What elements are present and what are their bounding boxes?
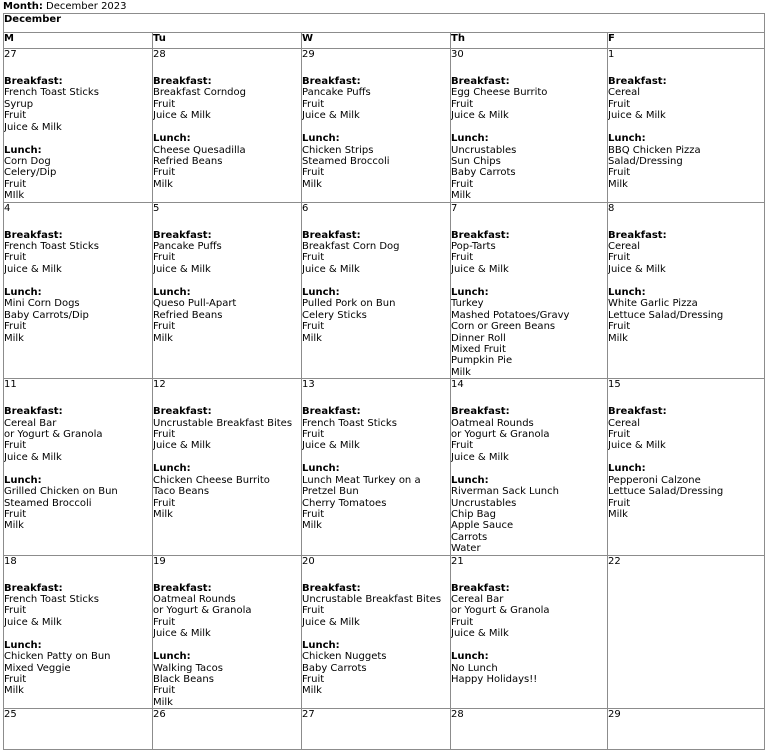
breakfast-item: Cereal (608, 417, 641, 429)
lunch-item: Chicken Nuggets (302, 651, 387, 663)
day-number: 1 (608, 49, 615, 60)
section-gap (4, 463, 152, 475)
lunch-item: Chicken Cheese Burrito (153, 474, 270, 486)
lunch-item: Celery Sticks (302, 309, 367, 321)
breakfast-label: Breakfast: (451, 76, 510, 87)
lunch-item: Turkey (451, 298, 484, 310)
lunch-item: Celery/Dip (4, 167, 57, 179)
day-number: 5 (153, 202, 160, 214)
day-cell (4, 49, 153, 203)
lunch-label: Lunch: (4, 144, 42, 156)
section-gap (451, 275, 607, 287)
lunch-item: Water (451, 543, 481, 555)
lunch-item: Mashed Potatoes/Gravy (451, 309, 570, 321)
lunch-label: Lunch: (153, 133, 191, 145)
lunch-item: Uncrustables (451, 497, 517, 509)
lunch-item: Fruit (4, 178, 27, 190)
day-number: 27 (302, 709, 315, 721)
day-cell (153, 203, 302, 379)
lunch-label: Lunch: (451, 474, 489, 486)
lunch-item: Cheese Quesadilla (153, 144, 246, 156)
week-row (4, 379, 765, 555)
lunch-item: Refried Beans (153, 156, 223, 168)
day-number: 29 (608, 709, 621, 721)
day-cell (608, 379, 765, 555)
lunch-item: Chicken Patty on Bun (4, 651, 111, 663)
section-gap (302, 275, 450, 287)
weekday-header: Tu (153, 33, 302, 49)
lunch-label: Lunch: (302, 286, 340, 298)
breakfast-item: Fruit (153, 428, 176, 440)
breakfast-item: Juice & Milk (302, 616, 360, 628)
lunch-item: Milk (4, 520, 24, 532)
day-number: 28 (451, 709, 464, 721)
day-number: 27 (4, 49, 17, 60)
day-number: 4 (4, 202, 11, 214)
breakfast-label: Breakfast: (451, 229, 510, 241)
month-label: Month: (3, 1, 43, 12)
lunch-item: Lettuce Salad/Dressing (608, 309, 724, 321)
lunch-item: Baby Carrots/Dip (4, 309, 89, 321)
lunch-item: Chip Bag (451, 508, 496, 520)
breakfast-item: Oatmeal Rounds (451, 417, 534, 429)
lunch-item: Fruit (302, 674, 325, 686)
breakfast-item: or Yogurt & Granola (153, 605, 252, 617)
section-gap (4, 133, 152, 145)
lunch-item: White Garlic Pizza (608, 298, 698, 310)
lunch-item: Fruit (153, 321, 176, 333)
lunch-item: Corn Dog (4, 156, 51, 168)
lunch-item: Lettuce Salad/Dressing (608, 486, 724, 498)
day-cell (302, 556, 451, 710)
day-cell (4, 556, 153, 710)
lunch-item: Fruit (153, 685, 176, 697)
lunch-item: Fruit (608, 497, 631, 509)
lunch-item: Grilled Chicken on Bun (4, 486, 118, 498)
lunch-item: Milk (302, 178, 322, 190)
lunch-label: Lunch: (302, 463, 340, 475)
breakfast-label: Breakfast: (153, 406, 212, 418)
breakfast-item: Fruit (451, 252, 474, 264)
day-cell (302, 49, 451, 203)
breakfast-item: or Yogurt & Granola (451, 428, 550, 440)
breakfast-item: French Toast Sticks (4, 87, 99, 99)
section-gap (153, 640, 301, 652)
day-cell (451, 203, 608, 379)
breakfast-item: Juice & Milk (153, 628, 211, 640)
lunch-item: Apple Sauce (451, 520, 514, 532)
week-row (4, 709, 765, 750)
lunch-item: Queso Pull-Apart (153, 298, 237, 310)
lunch-item: Milk (153, 508, 173, 520)
lunch-item: No Lunch (451, 662, 498, 674)
breakfast-item: or Yogurt & Granola (451, 605, 550, 617)
week-row (4, 556, 765, 710)
breakfast-item: Fruit (4, 605, 27, 617)
section-gap (153, 452, 301, 464)
lunch-item: Uncrustables (451, 144, 517, 156)
breakfast-label: Breakfast: (608, 406, 667, 418)
lunch-item: Pepperoni Calzone (608, 474, 701, 486)
lunch-item: Milk (302, 685, 322, 697)
lunch-item: MIlk (4, 190, 25, 202)
lunch-label: Lunch: (451, 133, 489, 145)
breakfast-item: Juice & Milk (153, 440, 211, 452)
day-number: 19 (153, 555, 166, 567)
breakfast-item: Juice & Milk (4, 121, 62, 133)
day-number: 25 (4, 709, 17, 721)
lunch-item: Happy Holidays!! (451, 674, 538, 686)
breakfast-item: Fruit (302, 428, 325, 440)
day-number: 20 (302, 555, 315, 567)
breakfast-item: Juice & Milk (608, 440, 666, 452)
day-number: 21 (451, 555, 464, 567)
breakfast-item: Fruit (302, 98, 325, 110)
weekday-header-row (4, 33, 765, 49)
lunch-label: Lunch: (153, 463, 191, 475)
breakfast-label: Breakfast: (4, 229, 63, 241)
calendar-body (4, 49, 765, 750)
lunch-item: Black Beans (153, 674, 214, 686)
day-cell (153, 709, 302, 750)
lunch-item: Baby Carrots (451, 167, 516, 179)
day-number: 11 (4, 379, 17, 391)
breakfast-item: Fruit (153, 616, 176, 628)
breakfast-item: Juice & Milk (4, 451, 62, 463)
day-cell (302, 379, 451, 555)
breakfast-label: Breakfast: (302, 582, 361, 594)
day-cell (302, 203, 451, 379)
lunch-item: BBQ Chicken Pizza (608, 144, 701, 156)
day-number: 6 (302, 202, 309, 214)
menu-calendar (3, 13, 765, 750)
breakfast-label: Breakfast: (153, 76, 212, 87)
breakfast-item: Fruit (302, 252, 325, 264)
lunch-item: Dinner Roll (451, 332, 506, 344)
week-row (4, 49, 765, 203)
breakfast-item: Fruit (4, 440, 27, 452)
lunch-label: Lunch: (451, 286, 489, 298)
breakfast-item: Fruit (153, 98, 176, 110)
breakfast-item: Oatmeal Rounds (153, 594, 236, 605)
weekday-header: Th (451, 33, 608, 49)
breakfast-label: Breakfast: (4, 406, 63, 418)
lunch-item: Carrots (451, 531, 488, 543)
lunch-item: Refried Beans (153, 309, 223, 321)
lunch-item: Milk (608, 508, 628, 520)
day-number: 14 (451, 379, 464, 391)
breakfast-item: Cereal (608, 241, 641, 253)
breakfast-item: Fruit (153, 252, 176, 264)
section-gap (608, 452, 764, 464)
breakfast-item: or Yogurt & Granola (4, 428, 103, 440)
breakfast-item: Fruit (608, 428, 631, 440)
breakfast-item: Fruit (451, 440, 474, 452)
breakfast-item: Juice & Milk (4, 616, 62, 628)
section-gap (608, 122, 764, 134)
lunch-label: Lunch: (302, 133, 340, 145)
lunch-item: Mixed Fruit (451, 343, 506, 355)
lunch-item: Sun Chips (451, 156, 501, 168)
lunch-item: Steamed Broccoli (302, 156, 390, 168)
day-cell (608, 709, 765, 750)
breakfast-label: Breakfast: (302, 229, 361, 241)
breakfast-label: Breakfast: (153, 229, 212, 241)
day-number: 30 (451, 49, 464, 60)
lunch-item: Pumpkin Pie (451, 355, 513, 367)
section-gap (153, 275, 301, 287)
day-cell (608, 49, 765, 203)
day-cell (153, 379, 302, 555)
day-cell (4, 203, 153, 379)
breakfast-item: Cereal (608, 87, 641, 99)
lunch-item: Milk (4, 685, 24, 697)
breakfast-item: Juice & Milk (451, 451, 509, 463)
week-row (4, 203, 765, 379)
lunch-item: Walking Tacos (153, 662, 223, 674)
lunch-item: Mini Corn Dogs (4, 298, 80, 310)
section-gap (302, 628, 450, 640)
breakfast-item: Fruit (4, 252, 27, 264)
breakfast-label: Breakfast: (451, 406, 510, 418)
day-number: 15 (608, 379, 621, 391)
lunch-item: Milk (153, 696, 173, 708)
day-number: 12 (153, 379, 166, 391)
day-cell (608, 556, 765, 710)
month-value: December 2023 (46, 1, 127, 12)
lunch-item: Fruit (451, 178, 474, 190)
lunch-item: Chicken Strips (302, 144, 374, 156)
day-cell (608, 203, 765, 379)
lunch-label: Lunch: (153, 651, 191, 663)
lunch-item: Fruit (4, 674, 27, 686)
section-gap (153, 122, 301, 134)
weekday-header: W (302, 33, 451, 49)
lunch-item: Taco Beans (153, 486, 210, 498)
lunch-item: Milk (608, 332, 628, 344)
day-number: 18 (4, 555, 17, 567)
breakfast-item: Fruit (302, 605, 325, 617)
day-number: 22 (608, 555, 621, 567)
day-cell (4, 709, 153, 750)
lunch-label: Lunch: (4, 474, 42, 486)
section-gap (608, 275, 764, 287)
breakfast-item: Juice & Milk (153, 110, 211, 122)
lunch-item: Fruit (608, 167, 631, 179)
breakfast-item: Breakfast Corndog (153, 87, 246, 99)
breakfast-label: Breakfast: (302, 76, 361, 87)
lunch-item: Milk (4, 332, 24, 344)
breakfast-item: Uncrustable Breakfast Bites (153, 417, 293, 429)
lunch-item: Riverman Sack Lunch (451, 486, 559, 498)
day-number: 8 (608, 202, 615, 214)
day-cell (451, 556, 608, 710)
section-gap (302, 452, 450, 464)
breakfast-item: Pancake Puffs (153, 241, 222, 253)
section-gap (4, 628, 152, 640)
day-cell (153, 556, 302, 710)
lunch-label: Lunch: (4, 286, 42, 298)
day-number: 29 (302, 49, 315, 60)
lunch-item: Lunch Meat Turkey on a (302, 474, 421, 486)
breakfast-item: Egg Cheese Burrito (451, 87, 548, 99)
weekday-header: F (608, 33, 765, 49)
breakfast-label: Breakfast: (4, 582, 63, 594)
weekday-header: M (4, 33, 153, 49)
lunch-label: Lunch: (608, 286, 646, 298)
breakfast-item: French Toast Sticks (4, 594, 99, 605)
day-cell (302, 709, 451, 750)
breakfast-item: Fruit (608, 98, 631, 110)
breakfast-item: Pancake Puffs (302, 87, 371, 99)
day-cell (451, 709, 608, 750)
section-gap (451, 122, 607, 134)
day-number: 13 (302, 379, 315, 391)
day-number: 26 (153, 709, 166, 721)
lunch-item: Milk (451, 190, 471, 202)
breakfast-item: Juice & Milk (451, 263, 509, 275)
lunch-item: Milk (451, 366, 471, 378)
day-number: 7 (451, 202, 458, 214)
lunch-item: Milk (153, 178, 173, 190)
breakfast-label: Breakfast: (608, 76, 667, 87)
lunch-item: Fruit (302, 508, 325, 520)
day-number: 28 (153, 49, 166, 60)
breakfast-item: French Toast Sticks (302, 417, 397, 429)
breakfast-item: Juice & Milk (302, 263, 360, 275)
section-gap (451, 463, 607, 475)
lunch-item: Salad/Dressing (608, 156, 683, 168)
breakfast-item: Juice & Milk (608, 263, 666, 275)
breakfast-item: Fruit (451, 98, 474, 110)
lunch-item: Fruit (302, 321, 325, 333)
breakfast-item: Juice & Milk (4, 263, 62, 275)
lunch-item: Fruit (153, 167, 176, 179)
lunch-item: Cherry Tomatoes (302, 497, 387, 509)
lunch-label: Lunch: (4, 639, 42, 651)
lunch-item: Pulled Pork on Bun (302, 298, 396, 310)
day-cell (451, 49, 608, 203)
lunch-item: Pretzel Bun (302, 486, 359, 498)
breakfast-label: Breakfast: (153, 582, 212, 594)
section-gap (451, 640, 607, 652)
calendar-title: December (4, 14, 765, 33)
breakfast-item: Juice & Milk (451, 628, 509, 640)
lunch-item: Fruit (608, 321, 631, 333)
lunch-item: Milk (608, 178, 628, 190)
breakfast-item: Juice & Milk (608, 110, 666, 122)
breakfast-item: Cereal Bar (4, 417, 57, 429)
breakfast-label: Breakfast: (608, 229, 667, 241)
lunch-label: Lunch: (302, 639, 340, 651)
lunch-item: Corn or Green Beans (451, 321, 556, 333)
day-cell (153, 49, 302, 203)
breakfast-label: Breakfast: (302, 406, 361, 418)
breakfast-item: Juice & Milk (302, 440, 360, 452)
lunch-item: Fruit (153, 497, 176, 509)
month-line (3, 1, 127, 12)
breakfast-label: Breakfast: (4, 76, 63, 87)
breakfast-item: Fruit (451, 616, 474, 628)
section-gap (4, 275, 152, 287)
breakfast-item: Fruit (608, 252, 631, 264)
lunch-item: Fruit (4, 508, 27, 520)
breakfast-item: Breakfast Corn Dog (302, 241, 400, 253)
lunch-item: Baby Carrots (302, 662, 367, 674)
breakfast-item: Uncrustable Breakfast Bites (302, 594, 442, 605)
lunch-item: Fruit (302, 167, 325, 179)
breakfast-item: French Toast Sticks (4, 241, 99, 253)
breakfast-item: Pop-Tarts (451, 241, 496, 253)
lunch-item: Mixed Veggie (4, 662, 71, 674)
lunch-item: Milk (302, 520, 322, 532)
lunch-item: Milk (302, 332, 322, 344)
breakfast-item: Cereal Bar (451, 594, 504, 605)
lunch-label: Lunch: (153, 286, 191, 298)
breakfast-label: Breakfast: (451, 582, 510, 594)
breakfast-item: Syrup (4, 98, 34, 110)
day-cell (451, 379, 608, 555)
section-gap (302, 122, 450, 134)
breakfast-item: Juice & Milk (302, 110, 360, 122)
breakfast-item: Fruit (4, 110, 27, 122)
lunch-label: Lunch: (451, 651, 489, 663)
lunch-label: Lunch: (608, 133, 646, 145)
lunch-label: Lunch: (608, 463, 646, 475)
lunch-item: Steamed Broccoli (4, 497, 92, 509)
lunch-item: Fruit (4, 321, 27, 333)
day-cell (4, 379, 153, 555)
lunch-item: Milk (153, 332, 173, 344)
breakfast-item: Juice & Milk (451, 110, 509, 122)
breakfast-item: Juice & Milk (153, 263, 211, 275)
